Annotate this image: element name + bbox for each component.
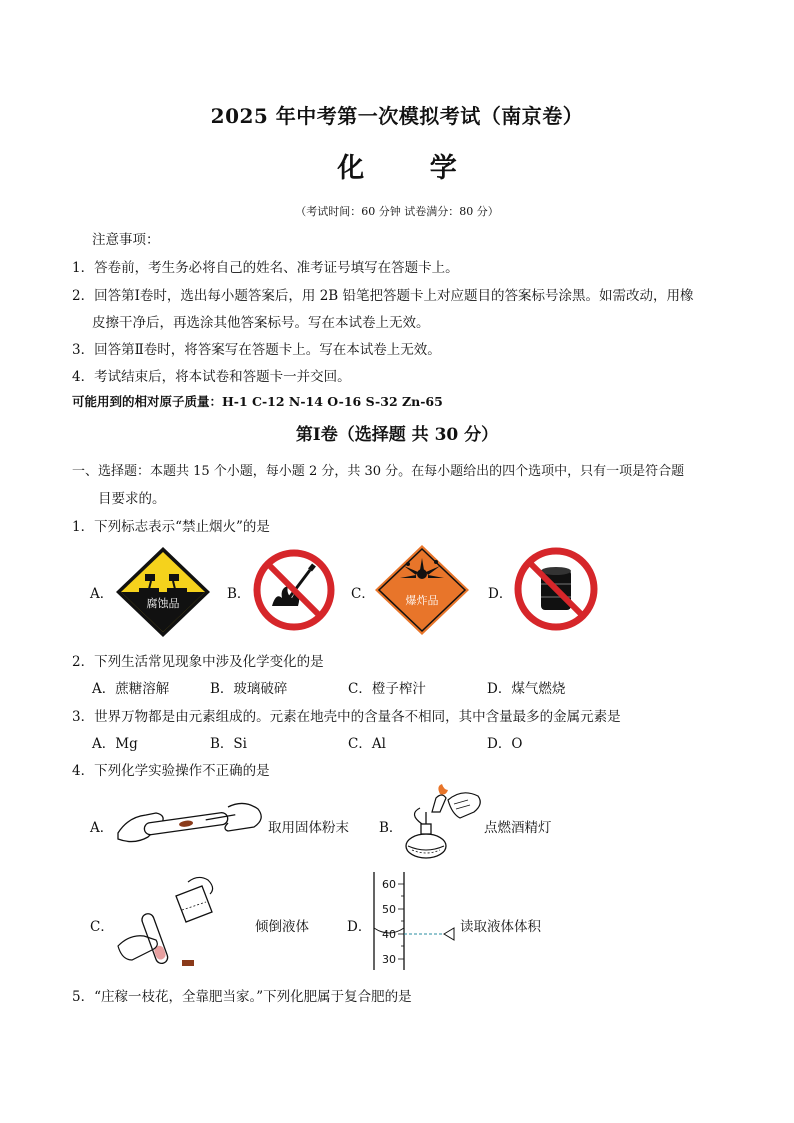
sign-a-label: 腐蚀品: [146, 597, 180, 610]
q4-caption-a: 取用固体粉末: [268, 820, 349, 836]
q4-option-a-label: A．: [90, 820, 114, 836]
q2-option-c: C．橙子榨汁: [348, 681, 426, 697]
q2-option-a: A．蔗糖溶解: [92, 681, 170, 697]
section-title: 第Ⅰ卷（选择题 共 30 分）: [295, 425, 499, 445]
cylinder-tick-50: 50: [382, 903, 396, 916]
q4-caption-c: 倾倒液体: [255, 919, 309, 935]
cylinder-tick-60: 60: [382, 878, 396, 891]
cylinder-tick-30: 30: [382, 953, 396, 966]
pour-liquid-icon: [116, 876, 226, 972]
q4-caption-b: 点燃酒精灯: [484, 820, 552, 836]
notice-item-4: 4．考试结束后，将本试卷和答题卡一并交回。: [72, 369, 351, 385]
atomic-mass-line: 可能用到的相对原子质量：H-1 C-12 N-14 O-16 S-32 Zn-65: [72, 394, 443, 409]
q3-stem: 3．世界万物都是由元素组成的。元素在地壳中的含量各不相同，其中含量最多的金属元素是: [72, 709, 621, 725]
q3-option-d: D．O: [487, 736, 523, 752]
notice-title: 注意事项：: [92, 232, 160, 248]
q1-stem: 1．下列标志表示“禁止烟火”的是: [72, 519, 270, 535]
corrosive-sign-icon: [115, 546, 211, 638]
q1-option-a-label: A．: [90, 586, 114, 602]
q4-option-b-label: B．: [379, 820, 403, 836]
no-fire-sign-icon: [252, 548, 336, 632]
q2-stem: 2．下列生活常见现象中涉及化学变化的是: [72, 654, 324, 670]
subject-title: 化 学: [337, 153, 485, 184]
exam-info: （考试时间：60 分钟 试卷满分：80 分）: [295, 205, 499, 218]
section-instruction-2: 目要求的。: [98, 491, 166, 507]
powder-test-tube-icon: [116, 793, 266, 853]
q3-option-b: B．Si: [210, 736, 247, 752]
q3-option-a: A．Mg: [92, 736, 138, 752]
q1-option-c-label: C．: [351, 586, 375, 602]
q4-option-c-label: C．: [90, 919, 114, 935]
notice-item-1: 1．答卷前，考生务必将自己的姓名、准考证号填写在答题卡上。: [72, 260, 459, 276]
sign-c-label: 爆炸品: [405, 594, 439, 607]
notice-item-3: 3．回答第Ⅱ卷时，将答案写在答题卡上。写在本试卷上无效。: [72, 342, 441, 358]
graduated-cylinder-icon: [370, 870, 460, 972]
notice-item-2: 2．回答第Ⅰ卷时，选出每小题答案后，用 2B 铅笔把答题卡上对应题目的答案标号涂黑。如需改动，用橡: [72, 288, 694, 304]
q4-option-d-label: D．: [347, 919, 372, 935]
exam-title: 2025 年中考第一次模拟考试（南京卷）: [210, 104, 584, 128]
cylinder-tick-40: 40: [382, 928, 396, 941]
q4-stem: 4．下列化学实验操作不正确的是: [72, 763, 270, 779]
q3-option-c: C．Al: [348, 736, 386, 752]
section-instruction-1: 一、选择题：本题共 15 个小题，每小题 2 分，共 30 分。在每小题给出的四个选项中，只有一项是符合题: [72, 464, 685, 479]
alcohol-lamp-icon: [402, 784, 486, 864]
q2-option-d: D．煤气燃烧: [487, 681, 566, 697]
q4-caption-d: 读取液体体积: [460, 919, 541, 935]
q2-option-b: B．玻璃破碎: [210, 681, 288, 697]
q1-option-d-label: D．: [488, 586, 513, 602]
explosive-sign-icon: [374, 544, 470, 636]
prohibited-barrel-sign-icon: [513, 546, 599, 632]
q1-option-b-label: B．: [227, 586, 251, 602]
q5-stem: 5．“庄稼一枝花，全靠肥当家。”下列化肥属于复合肥的是: [72, 989, 412, 1005]
notice-item-2-cont: 皮擦干净后，再选涂其他答案标号。写在本试卷上无效。: [92, 315, 430, 331]
